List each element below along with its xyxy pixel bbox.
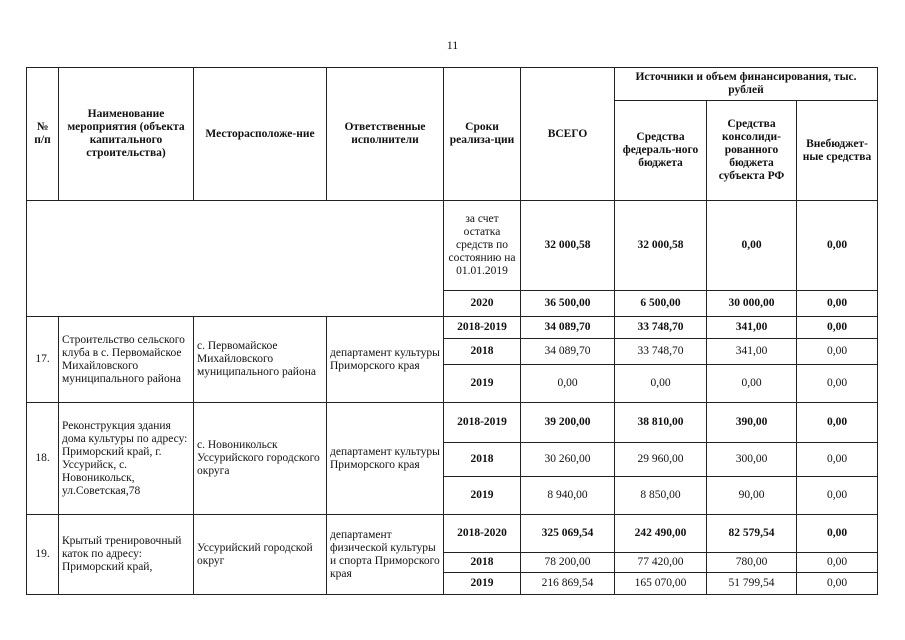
- cell-item-executor: департамент физической культуры и спорта Приморского края: [327, 515, 444, 595]
- cell-item-name: Крытый тренировочный каток по адресу: Приморский край,: [59, 515, 194, 595]
- cell-term: 2018-2019: [444, 403, 521, 443]
- cell-term: за счет остатка средств по состоянию на 01.01.2019: [444, 201, 521, 291]
- cell-regional: 90,00: [707, 477, 797, 515]
- header-regional: Средства консолиди-рованного бюджета субъекта РФ: [707, 101, 797, 201]
- cell-federal: 32 000,58: [615, 201, 707, 291]
- cell-federal: 8 850,00: [615, 477, 707, 515]
- cell-item-no: 18.: [27, 403, 59, 515]
- cell-term: 2018-2020: [444, 515, 521, 553]
- cell-federal: 165 070,00: [615, 573, 707, 595]
- cell-item-location: Уссурийский городской округ: [194, 515, 327, 595]
- header-row-1: [27, 68, 878, 101]
- header-executors: Ответственные исполнители: [327, 68, 444, 201]
- table-row: [27, 403, 878, 443]
- header-no: № п/п: [27, 68, 59, 201]
- cell-regional: 780,00: [707, 553, 797, 573]
- cell-regional: 341,00: [707, 317, 797, 339]
- header-federal: Средства федераль-ного бюджета: [615, 101, 707, 201]
- cell-term: 2018-2019: [444, 317, 521, 339]
- header-offbudget: Внебюджет-ные средства: [797, 101, 878, 201]
- cell-term: 2019: [444, 477, 521, 515]
- cell-total: 78 200,00: [521, 553, 615, 573]
- cell-total: 32 000,58: [521, 201, 615, 291]
- cell-term: 2019: [444, 365, 521, 403]
- cell-federal: 0,00: [615, 365, 707, 403]
- cell-regional: 82 579,54: [707, 515, 797, 553]
- cell-federal: 29 960,00: [615, 443, 707, 477]
- continuation-blank-cell: [27, 201, 444, 317]
- cell-offbudget: 0,00: [797, 573, 878, 595]
- cell-offbudget: 0,00: [797, 553, 878, 573]
- cell-federal: 242 490,00: [615, 515, 707, 553]
- cell-offbudget: 0,00: [797, 291, 878, 317]
- cell-offbudget: 0,00: [797, 443, 878, 477]
- cell-item-executor: департамент культуры Приморского края: [327, 317, 444, 403]
- cell-item-location: с. Первомайское Михайловского муниципального района: [194, 317, 327, 403]
- cell-total: 34 089,70: [521, 317, 615, 339]
- cell-term: 2018: [444, 443, 521, 477]
- cell-term: 2018: [444, 339, 521, 365]
- cell-term: 2018: [444, 553, 521, 573]
- cell-item-no: 19.: [27, 515, 59, 595]
- cell-total: 39 200,00: [521, 403, 615, 443]
- cell-term: 2019: [444, 573, 521, 595]
- cell-total: 325 069,54: [521, 515, 615, 553]
- table-row: [27, 515, 878, 553]
- cell-offbudget: 0,00: [797, 339, 878, 365]
- cell-item-name: Реконструкция здания дома культуры по адресу: Приморский край, г. Уссурийск, с. Новоникольск, ул.Советская,78: [59, 403, 194, 515]
- cell-regional: 30 000,00: [707, 291, 797, 317]
- cell-federal: 33 748,70: [615, 339, 707, 365]
- cell-term: 2020: [444, 291, 521, 317]
- header-terms: Сроки реализа-ции: [444, 68, 521, 201]
- cell-offbudget: 0,00: [797, 201, 878, 291]
- cell-offbudget: 0,00: [797, 317, 878, 339]
- cell-item-location: с. Новоникольск Уссурийского городского округа: [194, 403, 327, 515]
- cell-item-name: Строительство сельского клуба в с. Первомайское Михайловского муниципального района: [59, 317, 194, 403]
- cell-federal: 33 748,70: [615, 317, 707, 339]
- header-location: Месторасположе-ние: [194, 68, 327, 201]
- table-row: [27, 317, 878, 339]
- financing-table: [26, 67, 878, 595]
- table-row: [27, 201, 878, 291]
- cell-regional: 390,00: [707, 403, 797, 443]
- cell-federal: 6 500,00: [615, 291, 707, 317]
- cell-regional: 0,00: [707, 365, 797, 403]
- header-name: Наименование мероприятия (объекта капитального строительства): [59, 68, 194, 201]
- cell-total: 216 869,54: [521, 573, 615, 595]
- cell-regional: 300,00: [707, 443, 797, 477]
- cell-item-executor: департамент культуры Приморского края: [327, 403, 444, 515]
- cell-regional: 0,00: [707, 201, 797, 291]
- cell-total: 0,00: [521, 365, 615, 403]
- page-number: 11: [446, 38, 459, 52]
- cell-total: 30 260,00: [521, 443, 615, 477]
- cell-total: 8 940,00: [521, 477, 615, 515]
- cell-offbudget: 0,00: [797, 515, 878, 553]
- cell-offbudget: 0,00: [797, 365, 878, 403]
- cell-total: 36 500,00: [521, 291, 615, 317]
- cell-federal: 38 810,00: [615, 403, 707, 443]
- cell-regional: 341,00: [707, 339, 797, 365]
- cell-offbudget: 0,00: [797, 477, 878, 515]
- cell-regional: 51 799,54: [707, 573, 797, 595]
- header-sources: Источники и объем финансирования, тыс. рублей: [615, 68, 878, 101]
- cell-item-no: 17.: [27, 317, 59, 403]
- cell-total: 34 089,70: [521, 339, 615, 365]
- cell-offbudget: 0,00: [797, 403, 878, 443]
- header-total: ВСЕГО: [521, 68, 615, 201]
- cell-federal: 77 420,00: [615, 553, 707, 573]
